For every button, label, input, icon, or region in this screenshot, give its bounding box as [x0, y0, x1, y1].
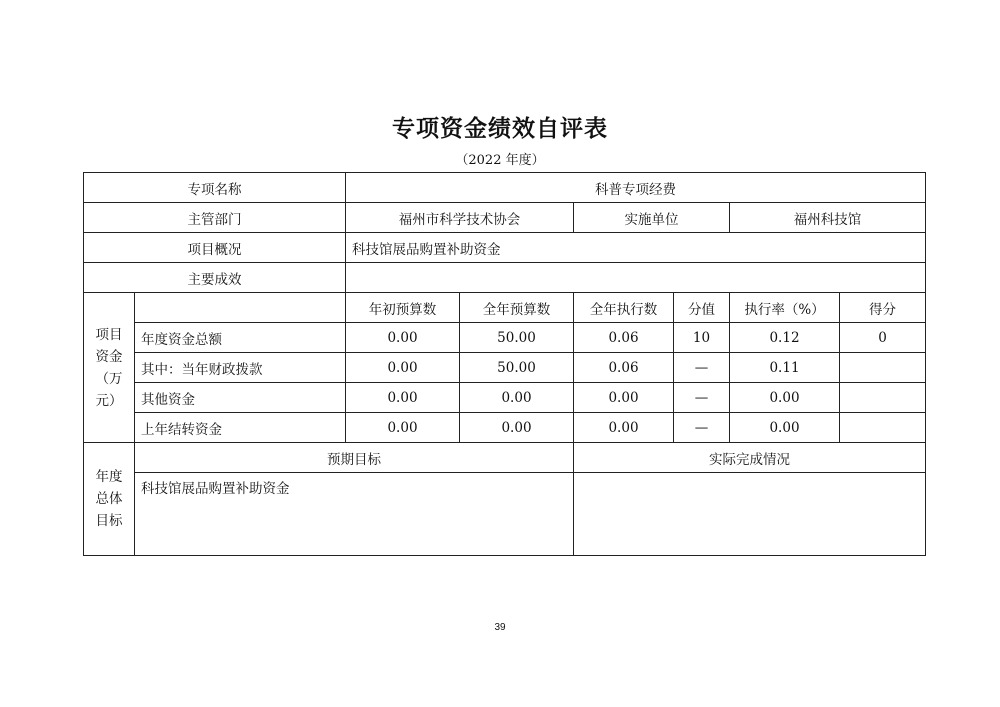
row-goals-content — [84, 473, 926, 556]
row-goals-header — [84, 443, 926, 473]
fund-cell: — — [674, 383, 730, 413]
fund-row-label: 上年结转资金 — [135, 413, 346, 443]
row-overview — [84, 233, 926, 263]
fund-cell: 50.00 — [460, 353, 574, 383]
fund-cell: 0.00 — [460, 383, 574, 413]
fund-cell: 50.00 — [460, 323, 574, 353]
fund-row-label: 其他资金 — [135, 383, 346, 413]
project-name-label: 专项名称 — [84, 173, 346, 203]
expected-goal-header: 预期目标 — [135, 443, 574, 473]
goals-side-label: 年度 总体 目标 — [84, 443, 135, 556]
funds-side-label: 项目 资金 （万 元） — [84, 293, 135, 443]
fund-cell: — — [674, 413, 730, 443]
fund-cell: 0.00 — [730, 383, 840, 413]
fund-cell — [840, 413, 926, 443]
fund-row-label: 其中：当年财政拨款 — [135, 353, 346, 383]
row-project-name — [84, 173, 926, 203]
fund-cell: 0.00 — [346, 383, 460, 413]
fund-cell: 0.11 — [730, 353, 840, 383]
impl-label: 实施单位 — [574, 203, 730, 233]
fund-cell — [840, 383, 926, 413]
fund-row-label: 年度资金总额 — [135, 323, 346, 353]
header-score: 得分 — [840, 293, 926, 323]
row-results — [84, 263, 926, 293]
dept-label: 主管部门 — [84, 203, 346, 233]
fund-cell: 0.12 — [730, 323, 840, 353]
overview-value: 科技馆展品购置补助资金 — [346, 233, 926, 263]
performance-table — [83, 172, 926, 556]
fund-cell: 0.00 — [346, 323, 460, 353]
fund-cell: 0 — [840, 323, 926, 353]
fund-cell: 0.00 — [346, 413, 460, 443]
row-department — [84, 203, 926, 233]
fund-cell: 0.06 — [574, 353, 674, 383]
header-initial-budget: 年初预算数 — [346, 293, 460, 323]
actual-completion-header: 实际完成情况 — [574, 443, 926, 473]
impl-value: 福州科技馆 — [730, 203, 926, 233]
fund-cell: — — [674, 353, 730, 383]
fund-cell: 0.00 — [574, 383, 674, 413]
actual-completion-value — [574, 473, 926, 556]
header-annual-executed: 全年执行数 — [574, 293, 674, 323]
document-subtitle: （2022 年度） — [455, 153, 545, 168]
page-number: 39 — [494, 622, 506, 633]
fund-cell: 0.06 — [574, 323, 674, 353]
row-funds-header — [84, 293, 926, 323]
header-score-weight: 分值 — [674, 293, 730, 323]
fund-cell: 0.00 — [460, 413, 574, 443]
expected-goal-value: 科技馆展品购置补助资金 — [135, 473, 574, 556]
table-row — [84, 413, 926, 443]
funds-header-blank — [135, 293, 346, 323]
dept-value: 福州市科学技术协会 — [346, 203, 574, 233]
fund-cell: 10 — [674, 323, 730, 353]
table-row — [84, 383, 926, 413]
fund-cell: 0.00 — [346, 353, 460, 383]
fund-cell: 0.00 — [574, 413, 674, 443]
results-value — [346, 263, 926, 293]
fund-cell: 0.00 — [730, 413, 840, 443]
table-row — [84, 353, 926, 383]
header-annual-budget: 全年预算数 — [460, 293, 574, 323]
results-label: 主要成效 — [84, 263, 346, 293]
document-title: 专项资金绩效自评表 — [392, 116, 608, 142]
table-row — [84, 323, 926, 353]
project-name-value: 科普专项经费 — [346, 173, 926, 203]
overview-label: 项目概况 — [84, 233, 346, 263]
header-exec-rate: 执行率（%） — [730, 293, 840, 323]
fund-cell — [840, 353, 926, 383]
